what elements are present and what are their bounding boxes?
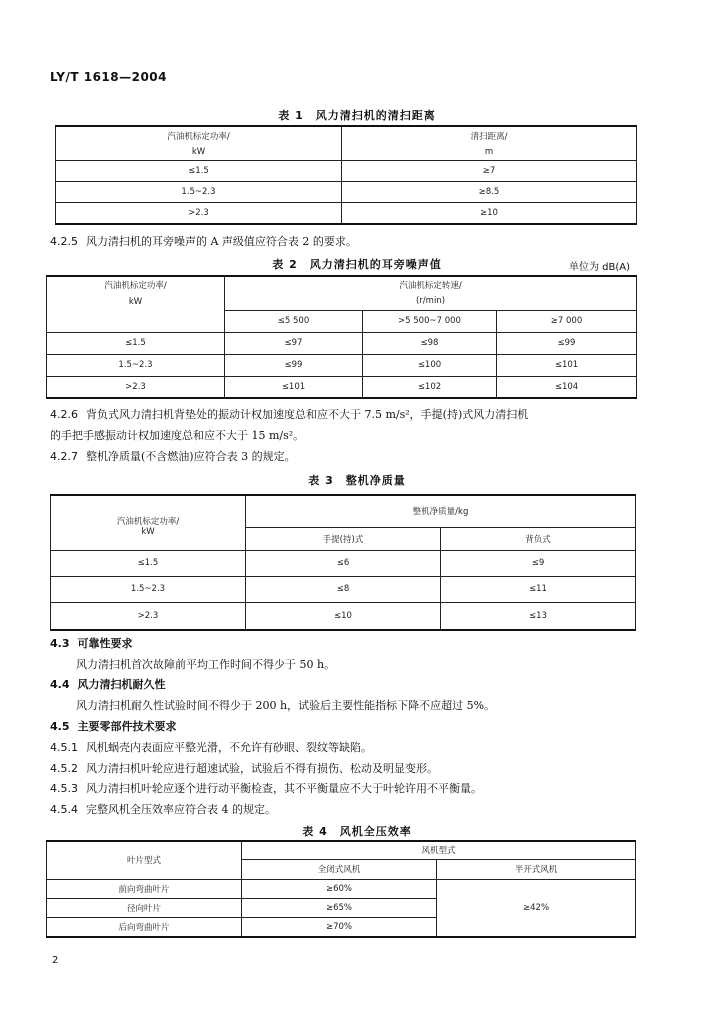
clause-number: 4.2.5 bbox=[50, 235, 78, 248]
table-row bbox=[56, 181, 637, 202]
table2-cell: ≤104 bbox=[497, 376, 637, 398]
table1-cell-power: 1.5~2.3 bbox=[56, 181, 342, 202]
table2-cell: ≤100 bbox=[363, 354, 497, 376]
table2-header-speed: 汽油机标定转速/ bbox=[225, 276, 637, 293]
table1-header-distance: 清扫距离/ bbox=[342, 126, 637, 144]
table4-header-blade-type: 叶片型式 bbox=[47, 841, 242, 879]
table4-cell-type: 后向弯曲叶片 bbox=[47, 917, 242, 937]
clause-number: 4.5.4 bbox=[50, 803, 78, 816]
table2-header-speed-unit: (r/min) bbox=[225, 293, 637, 310]
table3-cell: ≤8 bbox=[246, 576, 441, 602]
clause-text: 完整风机全压效率应符合表 4 的规定。 bbox=[86, 803, 276, 816]
section-4-4-text: 风力清扫机耐久性试验时间不得少于 200 h，试验后主要性能指标下降不应超过 5%。 bbox=[76, 699, 496, 712]
table-row bbox=[56, 202, 637, 224]
clause-text: 的手把手感振动计权加速度总和应不大于 15 m/s²。 bbox=[50, 429, 305, 442]
clause-number: 4.5.1 bbox=[50, 741, 78, 754]
section-number: 4.4 bbox=[50, 678, 70, 691]
table1-header-power: 汽油机标定功率/ bbox=[56, 126, 342, 144]
table-row bbox=[51, 602, 636, 630]
table1 bbox=[55, 125, 637, 225]
table1-cell-distance: ≥8.5 bbox=[342, 181, 637, 202]
table2-caption: 表 2 风力清扫机的耳旁噪声值 bbox=[272, 258, 442, 271]
table-row bbox=[47, 332, 637, 354]
table3-cell: ≤6 bbox=[246, 550, 441, 576]
table1-caption: 表 1 风力清扫机的清扫距离 bbox=[278, 109, 436, 122]
clause-number: 4.5.3 bbox=[50, 782, 78, 795]
clause-4-2-6 bbox=[50, 407, 670, 422]
table3-header-mass: 整机净质量/kg bbox=[246, 495, 636, 527]
table2-cell-power: 1.5~2.3 bbox=[47, 354, 225, 376]
table3-cell: ≤13 bbox=[441, 602, 636, 630]
table3-header-handheld: 手提(持)式 bbox=[246, 527, 441, 550]
table2-cell: ≤97 bbox=[225, 332, 363, 354]
table2-header-power-unit: kW bbox=[47, 293, 225, 310]
clause-4-5-3 bbox=[50, 781, 670, 796]
section-number: 4.5 bbox=[50, 720, 70, 733]
table2-unit: 单位为 dB(A) bbox=[568, 262, 630, 273]
table4-header-semi-open: 半开式风机 bbox=[437, 859, 636, 879]
table2-cell: ≤99 bbox=[225, 354, 363, 376]
table4-cell-semi-open: ≥42% bbox=[437, 879, 636, 937]
table2-cell: ≤101 bbox=[497, 354, 637, 376]
table4-cell: ≥70% bbox=[242, 917, 437, 937]
section-title: 可靠性要求 bbox=[77, 637, 133, 650]
table4-cell-type: 径向叶片 bbox=[47, 898, 242, 917]
table3-cell: ≤9 bbox=[441, 550, 636, 576]
clause-text: 风力清扫机叶轮应逐个进行动平衡检查，其不平衡量应不大于叶轮许用不平衡量。 bbox=[86, 782, 482, 795]
section-4-3-text: 风力清扫机首次故障前平均工作时间不得少于 50 h。 bbox=[76, 658, 336, 671]
table3-cell: ≤10 bbox=[246, 602, 441, 630]
table3-header-power: 汽油机标定功率/ bbox=[51, 495, 246, 527]
table1-header-distance-unit: m bbox=[342, 144, 637, 160]
table2-header-speed-mid: >5 500~7 000 bbox=[363, 310, 497, 332]
table2-header-blank bbox=[47, 310, 225, 332]
table3-cell-power: >2.3 bbox=[51, 602, 246, 630]
table2-cell: ≤101 bbox=[225, 376, 363, 398]
section-4-4-heading bbox=[50, 677, 670, 692]
table3-header-power-unit: kW bbox=[51, 527, 246, 550]
table-row bbox=[47, 879, 636, 898]
table2-cell-power: ≤1.5 bbox=[47, 332, 225, 354]
table2-cell: ≤98 bbox=[363, 332, 497, 354]
table2-header-speed-high: ≥7 000 bbox=[497, 310, 637, 332]
clause-4-5-1 bbox=[50, 740, 670, 755]
table3-cell: ≤11 bbox=[441, 576, 636, 602]
clause-number: 4.2.6 bbox=[50, 408, 78, 421]
clause-4-5-2 bbox=[50, 761, 670, 776]
table3-cell-power: ≤1.5 bbox=[51, 550, 246, 576]
clause-text: 背负式风力清扫机背垫处的振动计权加速度总和应不大于 7.5 m/s²，手提(持)式风力清扫机 bbox=[86, 408, 529, 421]
table2-cell: ≤102 bbox=[363, 376, 497, 398]
section-title: 风力清扫机耐久性 bbox=[77, 678, 166, 691]
table1-cell-power: ≤1.5 bbox=[56, 160, 342, 181]
clause-text: 整机净质量(不含燃油)应符合表 3 的规定。 bbox=[86, 450, 296, 463]
clause-4-2-5 bbox=[50, 234, 670, 249]
table2-header-power: 汽油机标定功率/ bbox=[47, 276, 225, 293]
table-row bbox=[51, 550, 636, 576]
clause-4-2-7 bbox=[50, 449, 670, 464]
table4 bbox=[46, 840, 636, 938]
table3-caption: 表 3 整机净质量 bbox=[308, 474, 406, 487]
table2-cell: ≤99 bbox=[497, 332, 637, 354]
clause-text: 风力清扫机的耳旁噪声的 A 声级值应符合表 2 的要求。 bbox=[86, 235, 357, 248]
table4-cell-type: 前向弯曲叶片 bbox=[47, 879, 242, 898]
table4-caption: 表 4 风机全压效率 bbox=[302, 825, 412, 838]
clause-number: 4.2.7 bbox=[50, 450, 78, 463]
clause-text: 风力清扫机叶轮应进行超速试验，试验后不得有损伤、松动及明显变形。 bbox=[86, 762, 438, 775]
table4-header-fan-type: 风机型式 bbox=[242, 841, 636, 859]
standard-code: LY/T 1618—2004 bbox=[50, 70, 168, 84]
table1-header-power-unit: kW bbox=[56, 144, 342, 160]
clause-4-2-6-cont bbox=[50, 428, 670, 443]
clause-text: 风机蜗壳内表面应平整光滑，不允许有砂眼、裂纹等缺陷。 bbox=[86, 741, 372, 754]
table4-cell: ≥65% bbox=[242, 898, 437, 917]
table-row bbox=[47, 354, 637, 376]
table3-cell-power: 1.5~2.3 bbox=[51, 576, 246, 602]
table3-header-backpack: 背负式 bbox=[441, 527, 636, 550]
table-row bbox=[56, 160, 637, 181]
section-title: 主要零部件技术要求 bbox=[77, 720, 177, 733]
table2-header-speed-low: ≤5 500 bbox=[225, 310, 363, 332]
table1-cell-power: >2.3 bbox=[56, 202, 342, 224]
clause-4-5-4 bbox=[50, 802, 670, 817]
section-4-3-heading bbox=[50, 636, 670, 651]
table2-cell-power: >2.3 bbox=[47, 376, 225, 398]
table1-cell-distance: ≥10 bbox=[342, 202, 637, 224]
clause-number: 4.5.2 bbox=[50, 762, 78, 775]
table-row bbox=[47, 376, 637, 398]
section-4-5-heading bbox=[50, 719, 670, 734]
table4-header-closed: 全闭式风机 bbox=[242, 859, 437, 879]
table-row bbox=[51, 576, 636, 602]
table1-cell-distance: ≥7 bbox=[342, 160, 637, 181]
table3 bbox=[50, 494, 636, 631]
table4-cell: ≥60% bbox=[242, 879, 437, 898]
table2 bbox=[46, 275, 637, 399]
section-number: 4.3 bbox=[50, 637, 70, 650]
page-number: 2 bbox=[52, 955, 59, 966]
